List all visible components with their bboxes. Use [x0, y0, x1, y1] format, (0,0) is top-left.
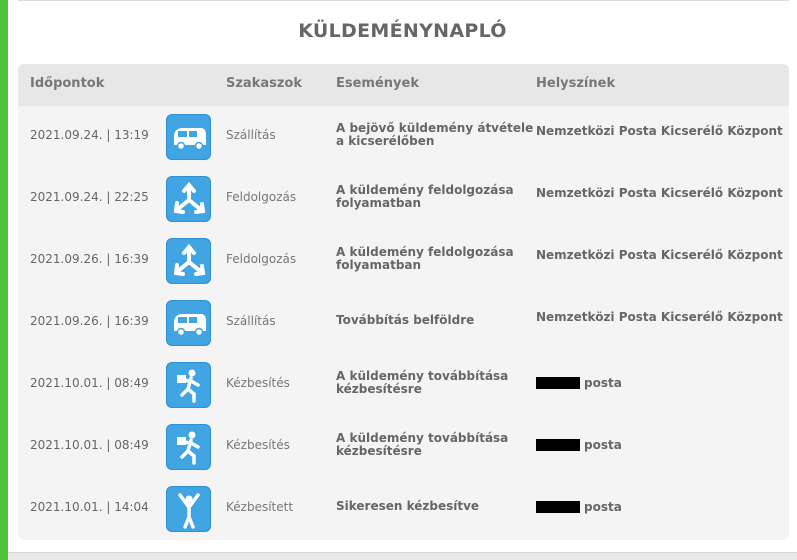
accent-stripe [0, 0, 8, 560]
table-row [18, 106, 789, 168]
column-header-stage: Szakaszok [226, 76, 303, 91]
row-location-text: posta [584, 376, 622, 390]
row-location-text: posta [584, 438, 622, 452]
courier-running-icon [166, 362, 211, 408]
van-icon [166, 300, 211, 346]
row-location: Nemzetközi Posta Kicserélő Központ [536, 186, 783, 200]
row-event: A bejövő küldemény átvétele a kicserélőben [336, 121, 534, 148]
row-event: Sikeresen kézbesítve [336, 499, 480, 513]
row-time: 2021.09.26. | 16:39 [30, 252, 149, 266]
row-stage: Kézbesítés [226, 376, 290, 390]
column-header-event: Események [336, 76, 419, 91]
row-event: A küldemény továbbítása kézbesítésre [336, 431, 509, 458]
row-time: 2021.09.24. | 22:25 [30, 190, 149, 204]
van-icon [166, 114, 211, 160]
row-event: Továbbítás belföldre [336, 313, 475, 327]
row-time: 2021.10.01. | 08:49 [30, 438, 149, 452]
row-stage: Szállítás [226, 128, 276, 142]
row-stage: Feldolgozás [226, 252, 297, 266]
redaction-bar [536, 439, 580, 451]
courier-running-icon [166, 424, 211, 470]
row-location: Nemzetközi Posta Kicserélő Központ [536, 124, 783, 138]
page-title: KÜLDEMÉNYNAPLÓ [298, 20, 507, 42]
column-header-time: Időpontok [30, 76, 105, 91]
shipment-log-table [18, 64, 789, 540]
row-event: A küldemény továbbítása kézbesítésre [336, 369, 509, 396]
sorting-arrows-icon [166, 238, 211, 284]
shipment-log-panel [8, 0, 797, 553]
row-location [536, 376, 786, 390]
divider [18, 0, 789, 1]
table-row [18, 230, 789, 292]
table-header [18, 64, 789, 106]
table-row [18, 478, 789, 540]
row-event: A küldemény feldolgozása folyamatban [336, 183, 514, 210]
row-event: A küldemény feldolgozása folyamatban [336, 245, 514, 272]
table-row [18, 416, 789, 478]
row-stage: Feldolgozás [226, 190, 297, 204]
row-location: Nemzetközi Posta Kicserélő Központ [536, 310, 783, 324]
table-row [18, 168, 789, 230]
row-stage: Kézbesítés [226, 438, 290, 452]
redaction-bar [536, 377, 580, 389]
row-location [536, 438, 786, 452]
row-stage: Kézbesített [226, 500, 294, 514]
row-time: 2021.10.01. | 08:49 [30, 376, 149, 390]
person-arms-up-icon [166, 486, 211, 532]
row-stage: Szállítás [226, 314, 276, 328]
table-row [18, 354, 789, 416]
sorting-arrows-icon [166, 176, 211, 222]
redaction-bar [536, 501, 580, 513]
row-location: Nemzetközi Posta Kicserélő Központ [536, 248, 783, 262]
row-location-text: posta [584, 500, 622, 514]
column-header-location: Helyszínek [536, 76, 616, 91]
row-time: 2021.09.24. | 13:19 [30, 128, 149, 142]
row-time: 2021.09.26. | 16:39 [30, 314, 149, 328]
row-time: 2021.10.01. | 14:04 [30, 500, 149, 514]
row-location [536, 500, 786, 514]
table-row [18, 292, 789, 354]
